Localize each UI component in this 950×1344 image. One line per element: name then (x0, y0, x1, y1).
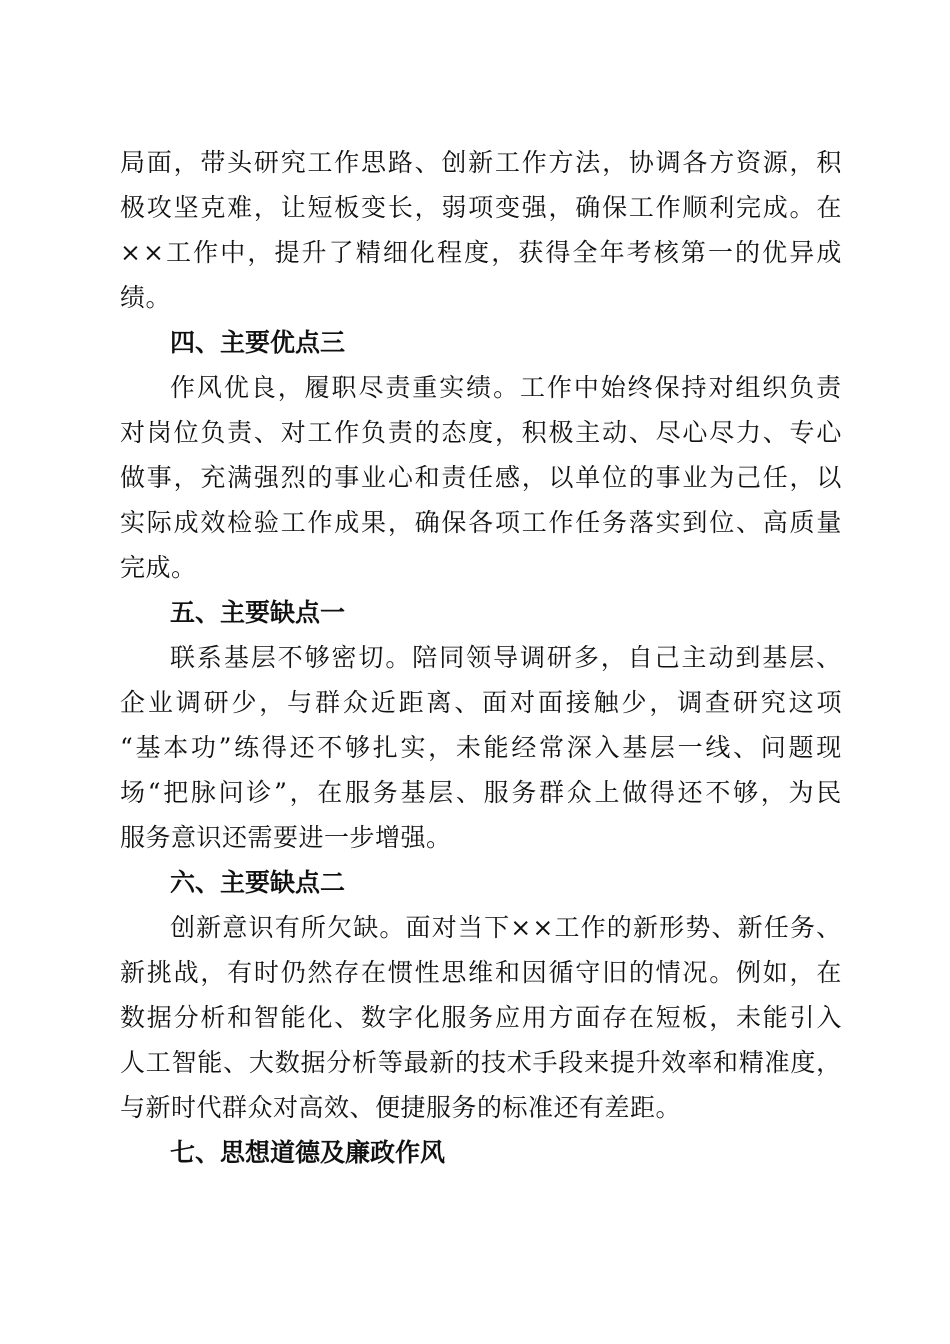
paragraph-line: “ 基 本 功 ” 练 得 还 不 够 扎 实 ， 未 能 经 常 深 入 基 层 一 线 、 问 题 现 (120, 733, 842, 762)
paragraph-line: 与新时代群众对高效、便捷服务的标准还有差距。 (120, 1093, 682, 1122)
paragraph-line: 局 面 ， 带 头 研 究 工 作 思 路 、 创 新 工 作 方 法 ， 协 调 各 方 资 源 ， 积 (120, 148, 842, 177)
section-heading-7: 七、思想道德及廉政作风 (170, 1138, 446, 1167)
paragraph-line: 作 风 优 良 ， 履 职 尽 责 重 实 绩 。 工 作 中 始 终 保 持 对 组 织 负 责 (170, 373, 842, 402)
paragraph-line: 数 据 分 析 和 智 能 化 、 数 字 化 服 务 应 用 方 面 存 在 短 板 ， 未 能 引 入 (120, 1003, 842, 1032)
paragraph-line: 服务意识还需要进一步增强。 (120, 823, 452, 852)
paragraph-line: 创 新 意 识 有 所 欠 缺 。 面 对 当 下 × × 工 作 的 新 形 势 、 新 任 务 、 (170, 913, 842, 942)
paragraph-line: 联 系 基 层 不 够 密 切 。 陪 同 领 导 调 研 多 ， 自 己 主 动 到 基 层 、 (170, 643, 842, 672)
paragraph-line: 新 挑 战 ， 有 时 仍 然 存 在 惯 性 思 维 和 因 循 守 旧 的 情 况 。 例 如 ， 在 (120, 958, 842, 987)
paragraph-line: 对 岗 位 负 责 、 对 工 作 负 责 的 态 度 ， 积 极 主 动 、 尽 心 尽 力 、 专 心 (120, 418, 842, 447)
paragraph-line: 企 业 调 研 少 ， 与 群 众 近 距 离 、 面 对 面 接 触 少 ， 调 查 研 究 这 项 (120, 688, 842, 717)
paragraph-line: 实 际 成 效 检 验 工 作 成 果 ， 确 保 各 项 工 作 任 务 落 实 到 位 、 高 质 量 (120, 508, 842, 537)
paragraph-line: × × 工 作 中 ， 提 升 了 精 细 化 程 度 ， 获 得 全 年 考 核 第 一 的 优 异 成 (120, 238, 842, 267)
section-heading-5: 五、主要缺点一 (170, 598, 346, 627)
paragraph-line: 完成。 (120, 553, 197, 582)
paragraph-line: 做 事 ， 充 满 强 烈 的 事 业 心 和 责 任 感 ， 以 单 位 的 事 业 为 己 任 ， 以 (120, 463, 842, 492)
paragraph-line: 极 攻 坚 克 难 ， 让 短 板 变 长 ， 弱 项 变 强 ， 确 保 工 作 顺 利 完 成 。 在 (120, 193, 842, 222)
document-page (120, 140, 842, 1175)
paragraph-line: 场 “ 把 脉 问 诊 ” ， 在 服 务 基 层 、 服 务 群 众 上 做 得 还 不 够 ， 为 民 (120, 778, 842, 807)
paragraph-line: 绩。 (120, 283, 172, 312)
section-heading-4: 四、主要优点三 (170, 328, 346, 357)
paragraph-line: 人 工 智 能 、 大 数 据 分 析 等 最 新 的 技 术 手 段 来 提 升 效 率 和 精 准 度 ， (120, 1048, 842, 1077)
section-heading-6: 六、主要缺点二 (170, 868, 346, 897)
